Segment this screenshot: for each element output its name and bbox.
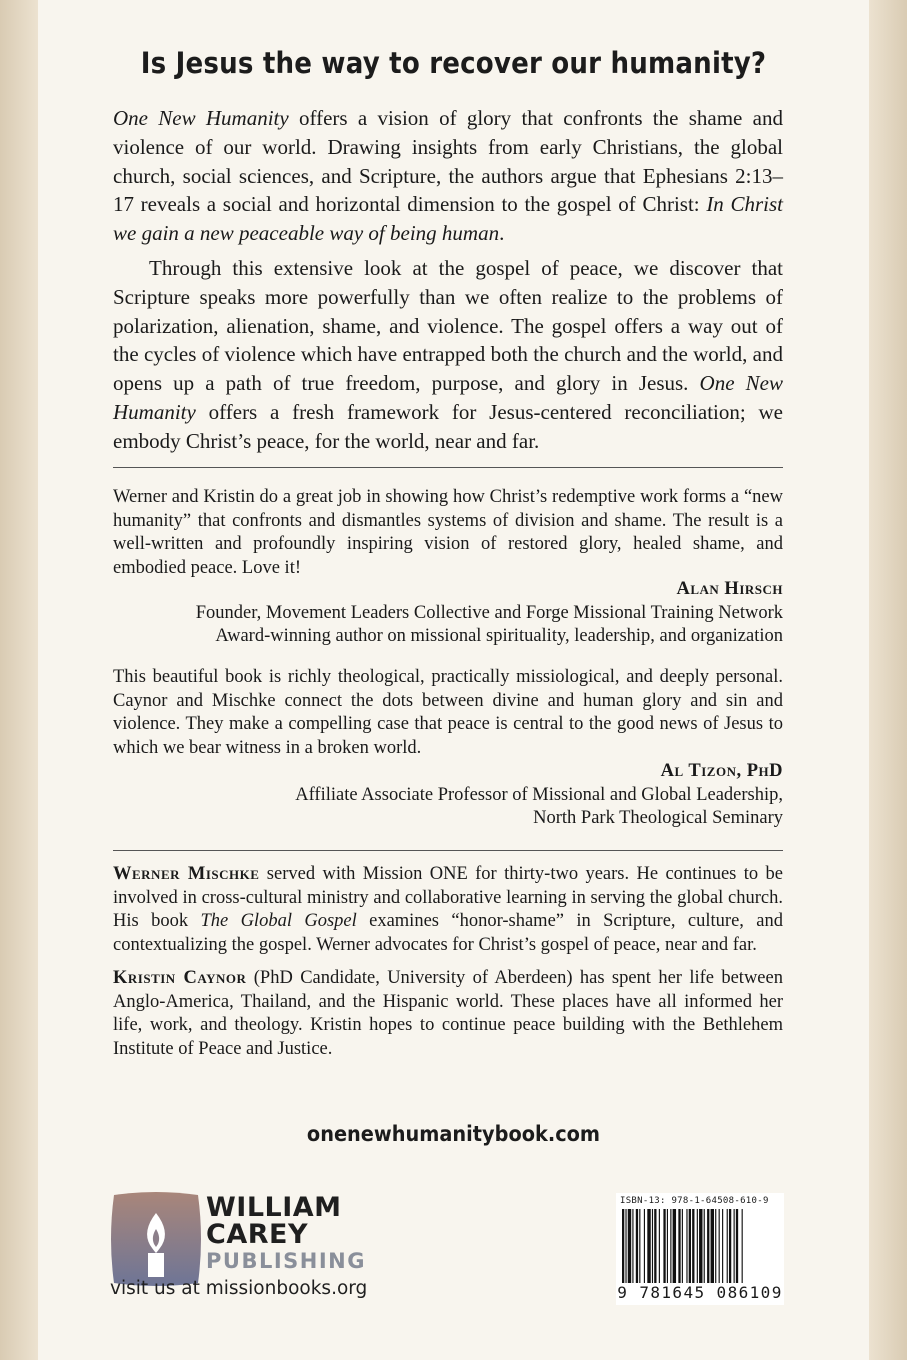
headline: Is Jesus the way to recover our humanity? bbox=[140, 46, 767, 80]
description-paragraph-2 bbox=[113, 254, 783, 456]
description-italic-phrase: In Christ we gain a new peaceable way of being human bbox=[113, 192, 784, 246]
endorsement-2 bbox=[113, 666, 783, 831]
candle-flame-logo-icon bbox=[110, 1191, 202, 1287]
author-bios bbox=[113, 863, 783, 1061]
publisher-name bbox=[206, 1194, 366, 1274]
description-text: offers a vision of glory that confronts the shame and violence of our world. Drawing insights from early Christians, the global church, social sciences, and Scripture, the authors argue that Ephesians 2:13–17 reveals a social and horizontal dimension to the gospel of Christ: bbox=[113, 106, 783, 217]
endorsement-1 bbox=[113, 486, 783, 649]
endorser-title: Affiliate Associate Professor of Missional and Global Leadership, bbox=[295, 784, 783, 805]
bio-werner bbox=[113, 863, 783, 957]
book-description bbox=[113, 104, 783, 456]
book-title-italic: The Global Gospel bbox=[200, 911, 357, 931]
endorser-title: North Park Theological Seminary bbox=[533, 808, 783, 828]
publisher-name-line: CAREY bbox=[206, 1219, 308, 1250]
description-text: offers a fresh framework for Jesus-centered reconciliation; we embody Christ’s peace, for the world, near and far. bbox=[113, 399, 783, 453]
divider-rule bbox=[113, 467, 783, 468]
endorser-title: Founder, Movement Leaders Collective and Forge Missional Training Network bbox=[195, 602, 783, 623]
description-text: . bbox=[499, 221, 505, 246]
endorsement-quote: Werner and Kristin do a great job in showing how Christ’s redemptive work forms a “new humanity” that confronts and dismantles systems of division and shame. The result is a well-written and profoundly inspiring vision of restored glory, healed shame, and embodied peace. Love it! bbox=[113, 487, 783, 578]
author-name: Kristin Caynor bbox=[113, 968, 247, 988]
isbn-barcode bbox=[616, 1193, 784, 1305]
barcode-digits: 9 781645 086109 bbox=[617, 1283, 783, 1302]
publisher-website[interactable]: visit us at missionbooks.org bbox=[110, 1278, 368, 1299]
cover-edge-right bbox=[869, 0, 907, 1360]
cover-edge-left bbox=[0, 0, 38, 1360]
book-title-italic: One New Humanity bbox=[113, 371, 783, 424]
description-text: Through this extensive look at the gospel of peace, we discover that Scripture speaks more powerfully than we often realize to the problems of polarization, alienation, shame, and violence. The gospel offers a way out of the cycles of violence which have entrapped both the church and the world, and opens up a path of true freedom, purpose, and glory in Jesus. bbox=[113, 255, 783, 396]
barcode-icon bbox=[620, 1209, 780, 1283]
author-name: Werner Mischke bbox=[113, 864, 260, 884]
publisher-name-line: WILLIAM bbox=[206, 1192, 342, 1223]
bio-kristin bbox=[113, 967, 783, 1061]
endorsement-quote: This beautiful book is richly theological, practically missiological, and deeply personal. Caynor and Mischke connect the dots between divine and human glory and sin and violence. They make a compelling case that peace is central to the good news of Jesus to which we bear witness in a broken world. bbox=[113, 667, 783, 758]
bio-text: examines “honor-shame” in Scripture, culture, and contextualizing the gospel. Werner advocates for Christ’s gospel of peace, near and far. bbox=[113, 911, 783, 955]
endorser-name: Al Tizon, PhD bbox=[660, 761, 783, 781]
bio-text: (PhD Candidate, University of Aberdeen) has spent her life between Anglo-America, Thailand, and the Hispanic world. These places have all informed her life, work, and theology. Kristin hopes to continue peace building with the Bethlehem Institute of Peace and Justice. bbox=[113, 968, 783, 1059]
publisher-logo bbox=[110, 1188, 390, 1308]
isbn-label: ISBN-13: 978-1-64508-610-9 bbox=[620, 1196, 769, 1206]
description-paragraph-1 bbox=[113, 104, 783, 248]
website-url[interactable]: onenewhumanitybook.com bbox=[306, 1122, 601, 1146]
divider-rule bbox=[113, 850, 783, 851]
bio-text: served with Mission ONE for thirty-two years. He continues to be involved in cross-cultural ministry and collaborative learning in serving the global church. His book bbox=[113, 864, 783, 931]
book-title-italic: One New Humanity bbox=[113, 106, 289, 130]
endorser-title: Award-winning author on missional spirituality, leadership, and organization bbox=[215, 626, 783, 646]
publisher-name-line: PUBLISHING bbox=[206, 1249, 366, 1273]
endorser-name: Alan Hirsch bbox=[676, 579, 783, 599]
